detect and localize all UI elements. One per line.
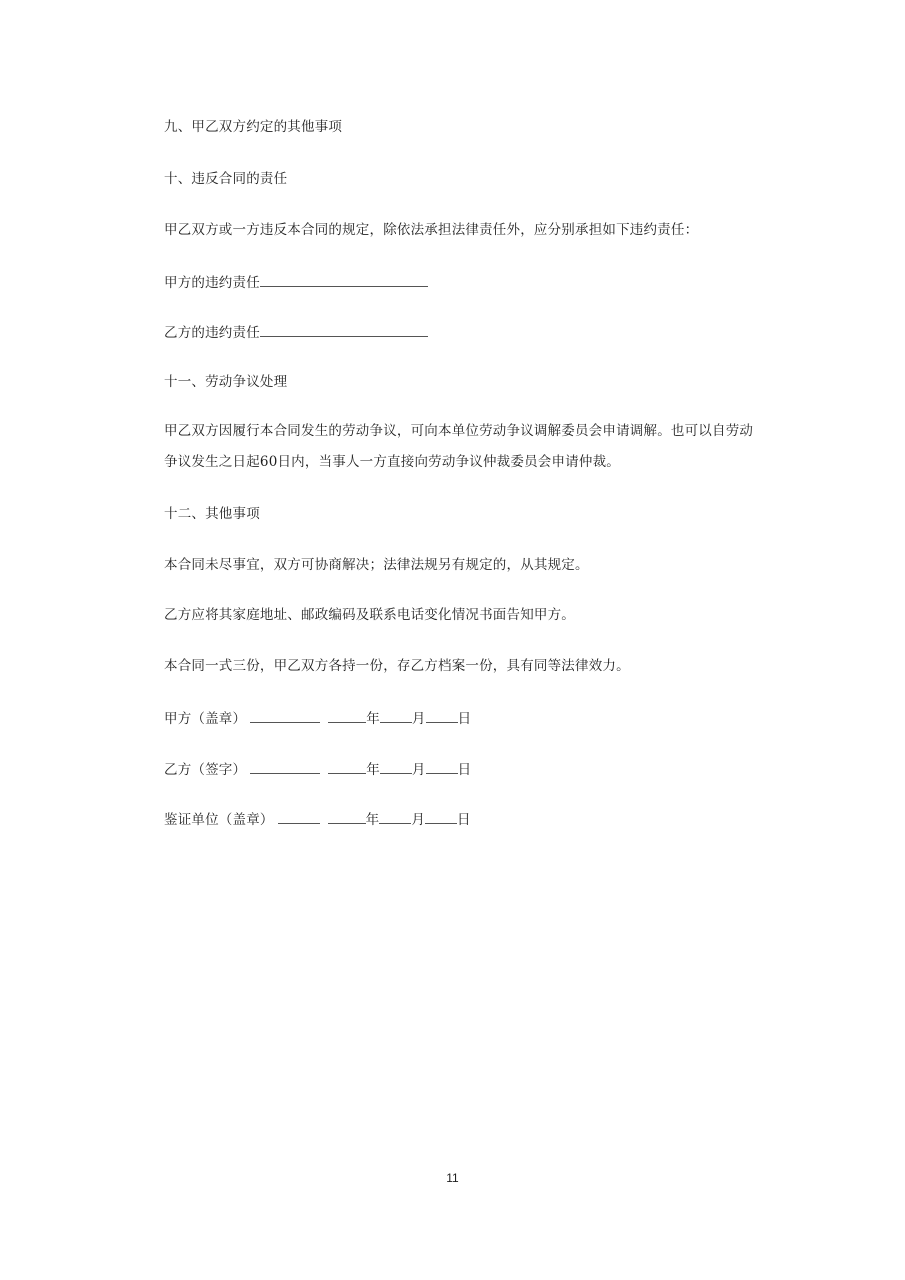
witness-month-blank: [379, 809, 411, 824]
section-11-body: 甲乙双方因履行本合同发生的劳动争议，可向本单位劳动争议调解委员会申请调解。也可以自劳动争议发生之日起60日内，当事人一方直接向劳动争议仲裁委员会申请仲裁。: [164, 423, 754, 470]
section-12-line-3: 本合同一式三份，甲乙双方各持一份，存乙方档案一份，具有同等法律效力。: [164, 658, 630, 674]
party-b-year-blank: [328, 759, 366, 774]
party-b-signature-label: 乙方（签字）: [164, 762, 247, 778]
party-b-sign-blank: [250, 759, 320, 774]
year-label: 年: [366, 711, 380, 727]
party-b-month-blank: [380, 759, 412, 774]
day-label: 日: [457, 762, 472, 778]
party-a-liability-line: [164, 272, 428, 292]
page-number: 11: [446, 1171, 459, 1185]
party-a-signature-line: [164, 708, 471, 728]
section-10-heading: 十、违反合同的责任: [164, 171, 288, 187]
year-label: 年: [365, 812, 380, 828]
party-b-liability-label: 乙方的违约责任: [164, 325, 260, 341]
witness-signature-line: [164, 809, 471, 829]
day-label: 日: [457, 711, 472, 727]
section-11-heading: 十一、劳动争议处理: [164, 374, 288, 390]
section-10-intro: 甲乙双方或一方违反本合同的规定，除依法承担法律责任外，应分别承担如下违约责任：: [164, 222, 699, 238]
witness-signature-label: 鉴证单位（盖章）: [164, 812, 274, 828]
party-b-liability-line: [164, 322, 428, 342]
month-label: 月: [411, 812, 426, 828]
month-label: 月: [411, 711, 426, 727]
year-label: 年: [366, 762, 380, 778]
witness-seal-blank: [278, 809, 320, 824]
party-a-seal-blank: [250, 708, 320, 723]
witness-day-blank: [425, 809, 457, 824]
section-9-heading: 九、甲乙双方约定的其他事项: [164, 119, 343, 135]
party-b-signature-line: [164, 759, 471, 779]
party-a-signature-label: 甲方（盖章）: [164, 711, 247, 727]
party-b-liability-blank: [260, 322, 428, 337]
party-a-liability-blank: [260, 272, 428, 287]
party-a-day-blank: [426, 708, 458, 723]
witness-year-blank: [328, 809, 366, 824]
section-12-line-1: 本合同未尽事宜，双方可协商解决；法律法规另有规定的，从其规定。: [164, 557, 589, 573]
section-12-line-2: 乙方应将其家庭地址、邮政编码及联系电话变化情况书面告知甲方。: [164, 607, 575, 623]
day-label: 日: [457, 812, 471, 828]
month-label: 月: [411, 762, 426, 778]
party-a-month-blank: [380, 708, 412, 723]
party-a-year-blank: [328, 708, 366, 723]
section-12-heading: 十二、其他事项: [164, 506, 260, 522]
party-b-day-blank: [426, 759, 458, 774]
party-a-liability-label: 甲方的违约责任: [164, 275, 260, 291]
